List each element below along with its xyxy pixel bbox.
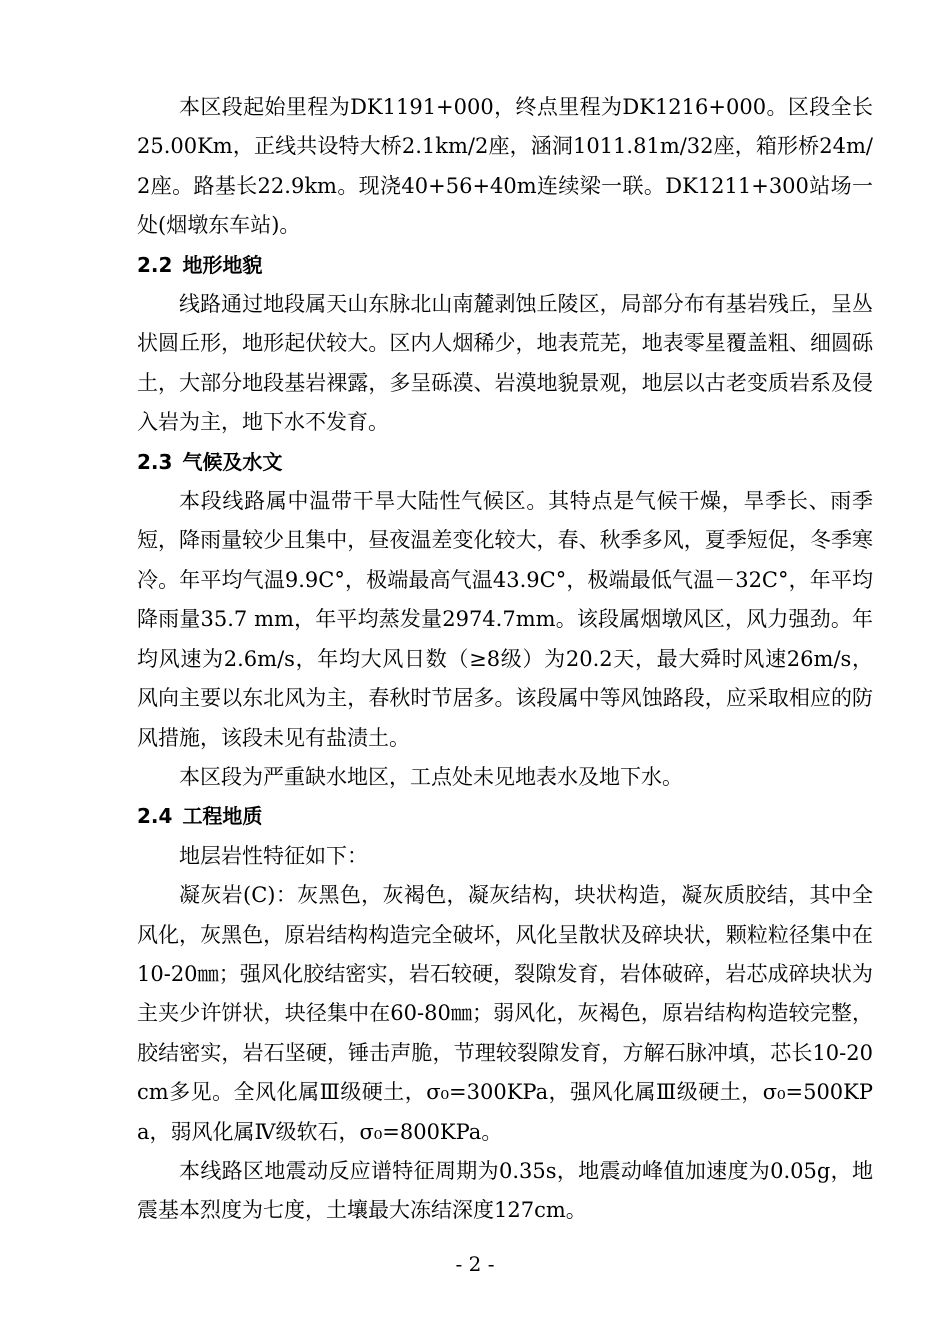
section-heading-climate xyxy=(137,443,873,482)
section-number: 2.2 xyxy=(137,252,173,277)
paragraph-seismic: 本线路区地震动反应谱特征周期为0.35s，地震动峰值加速度为0.05g，地震基本烈度为七度，土壤最大冻结深度127cm。 xyxy=(137,1158,873,1223)
document-body xyxy=(137,88,873,1231)
section-heading-terrain xyxy=(137,246,873,285)
paragraph-climate: 本段线路属中温带干旱大陆性气候区。其特点是气候干燥，旱季长、雨季短，降雨量较少且集中，昼夜温差变化较大，春、秋季多风，夏季短促，冬季寒冷。年平均气温9.9C°，极端最高气温43.9C°，极端最低气温－32C°，年平均降雨量35.7 mm，年平均蒸发量2974.7mm。该段属烟墩风区，风力强劲。年均风速为2.6m/s，年均大风日数（≥8级）为20.2天，最大舜时风速26m/s， 风向主要以东北风为主，春秋时节居多。该段属中等风蚀路段，应采取相应的防风措施，该段未见有盐渍土。 xyxy=(137,489,873,750)
section-title: 气候及水文 xyxy=(182,449,283,474)
section-title: 工程地质 xyxy=(182,804,263,829)
paragraph-strata-intro: 地层岩性特征如下： xyxy=(179,843,368,868)
paragraph-intro: 本区段起始里程为DK1191+000，终点里程为DK1216+000。区段全长25.00Km，正线共设特大桥2.1km/2座，涵洞1011.81m/32座，箱形桥24m/2座。路基长22.9km。现浇40+56+40m连续梁一联。DK1211+300站场一处(烟墩东车站)。 xyxy=(137,95,873,238)
page-number: - 2 - xyxy=(455,1252,495,1276)
section-heading-geology xyxy=(137,797,873,836)
paragraph-tuff: 凝灰岩(C)：灰黑色，灰褐色，凝灰结构，块状构造，凝灰质胶结，其中全风化，灰黑色，原岩结构构造完全破坏，风化呈散状及碎块状，颗粒粒径集中在10-20㎜；强风化胶结密实，岩石较硬，裂隙发育，岩体破碎，岩芯成碎块状为主夹少许饼状，块径集中在60-80㎜；弱风化，灰褐色，原岩结构构造较完整，胶结密实，岩石坚硬，锤击声脆，节理较裂隙发育，方解石脉冲填，芯长10-20cm多见。全风化属Ⅲ级硬土，σ₀=300KPa，强风化属Ⅲ级硬土，σ₀=500KPa，弱风化属Ⅳ级软石，σ₀=800KPa。 xyxy=(137,883,873,1144)
paragraph-water: 本区段为严重缺水地区，工点处未见地表水及地下水。 xyxy=(179,764,683,789)
paragraph-terrain: 线路通过地段属天山东脉北山南麓剥蚀丘陵区，局部分布有基岩残丘，呈丛状圆丘形，地形起伏较大。区内人烟稀少，地表荒芜，地表零星覆盖粗、细圆砾土，大部分地段基岩裸露，多呈砾漠、岩漠地貌景观，地层以古老变质岩系及侵入岩为主，地下水不发育。 xyxy=(137,292,873,435)
section-number: 2.3 xyxy=(137,449,173,474)
section-title: 地形地貌 xyxy=(182,252,263,277)
section-number: 2.4 xyxy=(137,804,173,829)
